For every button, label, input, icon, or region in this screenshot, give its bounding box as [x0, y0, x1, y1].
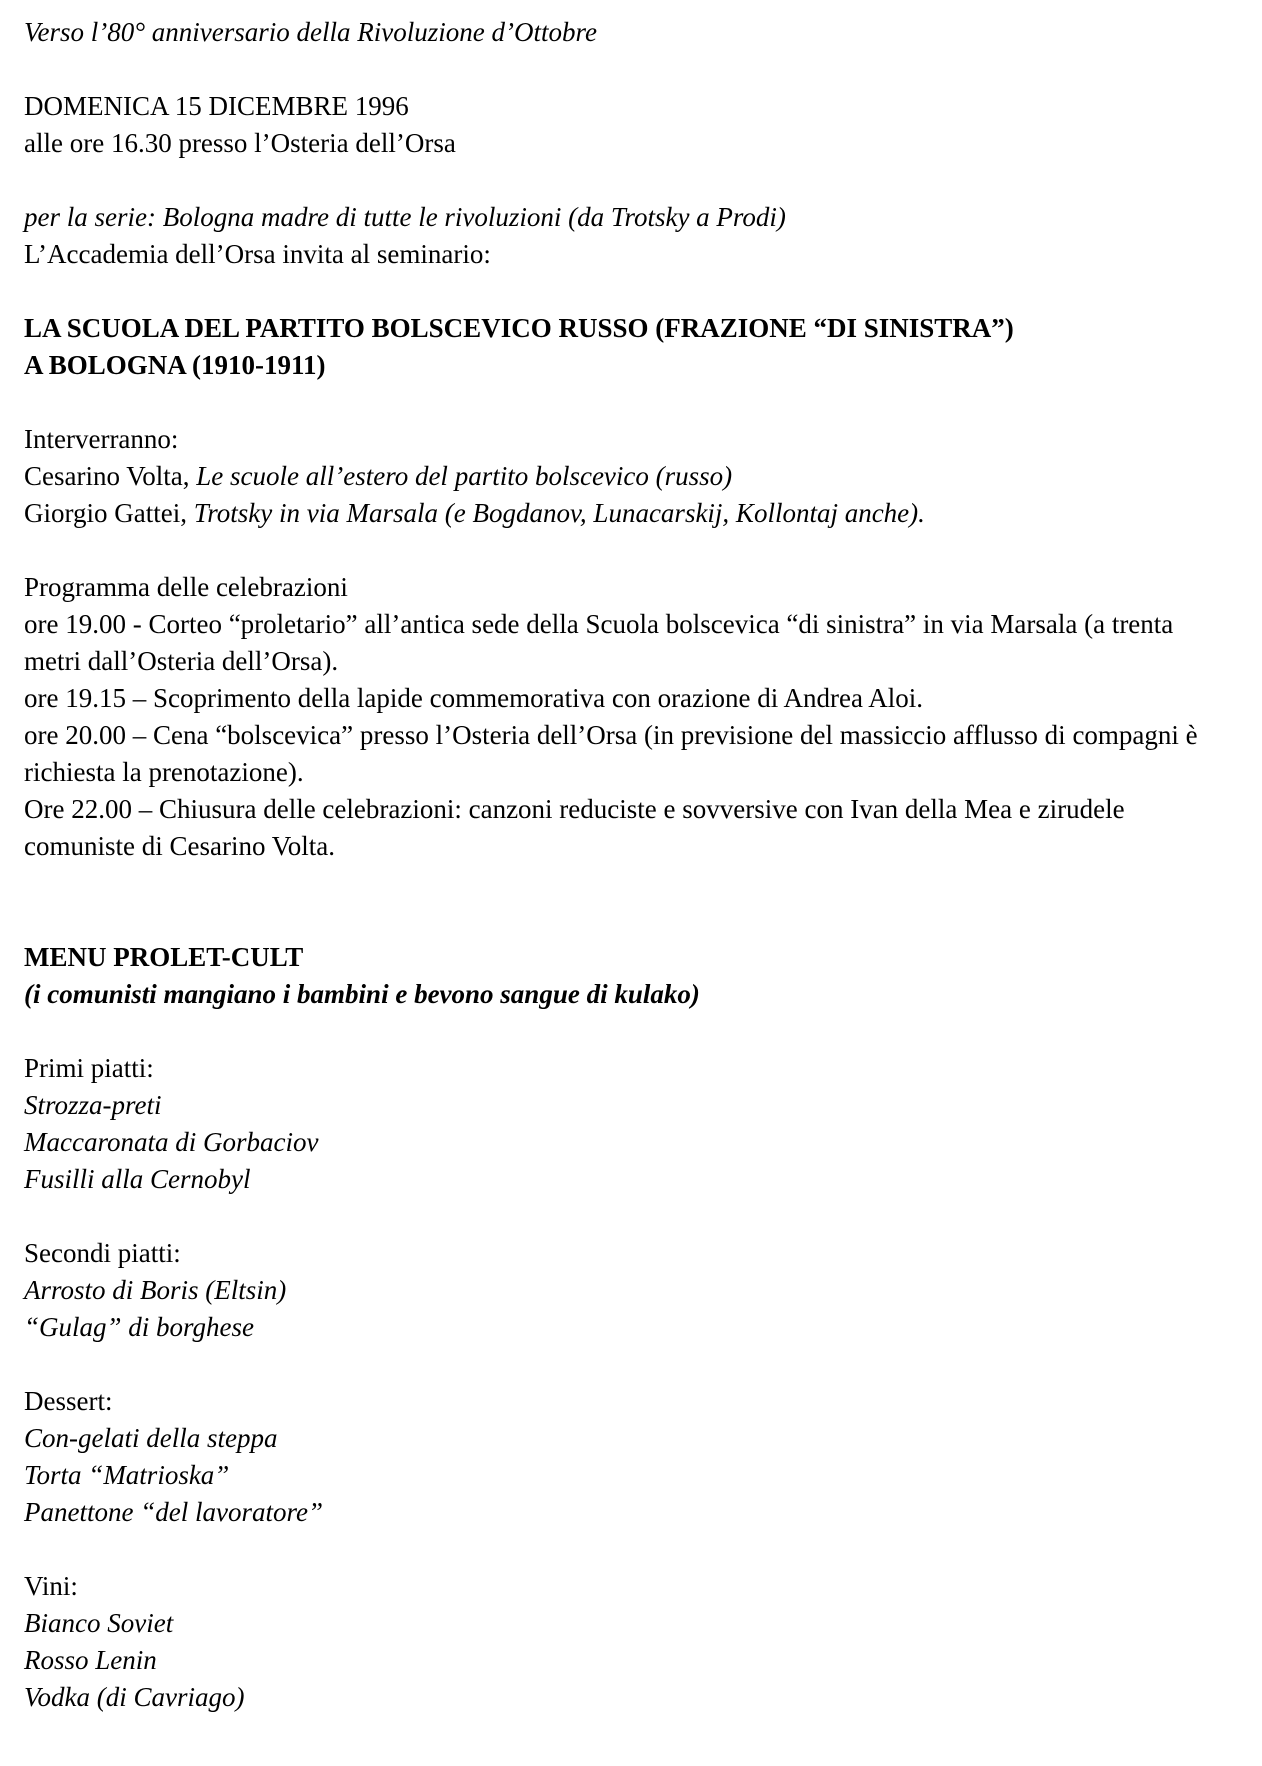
event-date: DOMENICA 15 DICEMBRE 1996 [24, 91, 409, 121]
flyer-document [24, 14, 1234, 1716]
menu-item: “Gulag” di borghese [24, 1312, 255, 1342]
speaker-talk: Le scuole all’estero del partito bolscevico (russo) [196, 461, 733, 491]
program-item: Ore 22.00 – Chiusura delle celebrazioni: canzoni reduciste e sovversive con Ivan della Mea e zirudele comuniste di Cesarino Volta. [24, 794, 1125, 861]
speaker-name: Cesarino Volta, [24, 461, 197, 491]
menu-item: Con-gelati della steppa [24, 1423, 278, 1453]
menu-section-heading: Dessert: [24, 1386, 113, 1416]
speaker-name: Giorgio Gattei, [24, 498, 194, 528]
menu-subtitle: (i comunisti mangiano i bambini e bevono sangue di kulako) [24, 979, 700, 1009]
menu-section-heading: Vini: [24, 1571, 78, 1601]
menu-item: Bianco Soviet [24, 1608, 174, 1638]
menu-item: Panettone “del lavoratore” [24, 1497, 323, 1527]
seminar-title-line-2: A BOLOGNA (1910-1911) [24, 350, 326, 380]
event-time-place: alle ore 16.30 presso l’Osteria dell’Orsa [24, 128, 456, 158]
speaker-item [24, 495, 1234, 532]
menu-section-heading: Secondi piatti: [24, 1238, 181, 1268]
menu-title: MENU PROLET-CULT [24, 942, 304, 972]
menu-item: Arrosto di Boris (Eltsin) [24, 1275, 287, 1305]
menu-item: Torta “Matrioska” [24, 1460, 230, 1490]
speaker-talk: Trotsky in via Marsala (e Bogdanov, Lunacarskij, Kollontaj anche). [193, 498, 925, 528]
menu-item: Rosso Lenin [24, 1645, 157, 1675]
menu-item: Strozza-preti [24, 1090, 162, 1120]
series-line: per la serie: Bologna madre di tutte le rivoluzioni (da Trotsky a Prodi) [24, 202, 786, 232]
anniversary-subtitle: Verso l’80° anniversario della Rivoluzione d’Ottobre [24, 17, 597, 47]
program-item: ore 20.00 – Cena “bolscevica” presso l’Osteria dell’Orsa (in previsione del massiccio afflusso di compagni è richiesta la prenotazione). [24, 720, 1198, 787]
menu-item: Maccaronata di Gorbaciov [24, 1127, 319, 1157]
menu-item: Vodka (di Cavriago) [24, 1682, 245, 1712]
speaker-item [24, 458, 1234, 495]
seminar-title-line-1: LA SCUOLA DEL PARTITO BOLSCEVICO RUSSO (FRAZIONE “DI SINISTRA”) [24, 313, 1014, 343]
menu-item: Fusilli alla Cernobyl [24, 1164, 251, 1194]
program-item: ore 19.15 – Scoprimento della lapide commemorativa con orazione di Andrea Aloi. [24, 683, 923, 713]
program-item: ore 19.00 - Corteo “proletario” all’antica sede della Scuola bolscevica “di sinistra” in via Marsala (a trenta metri dall’Osteria dell’Orsa). [24, 609, 1174, 676]
menu-section-heading: Primi piatti: [24, 1053, 154, 1083]
invite-line: L’Accademia dell’Orsa invita al seminario: [24, 239, 491, 269]
program-heading: Programma delle celebrazioni [24, 572, 348, 602]
speakers-heading: Interverranno: [24, 424, 179, 454]
